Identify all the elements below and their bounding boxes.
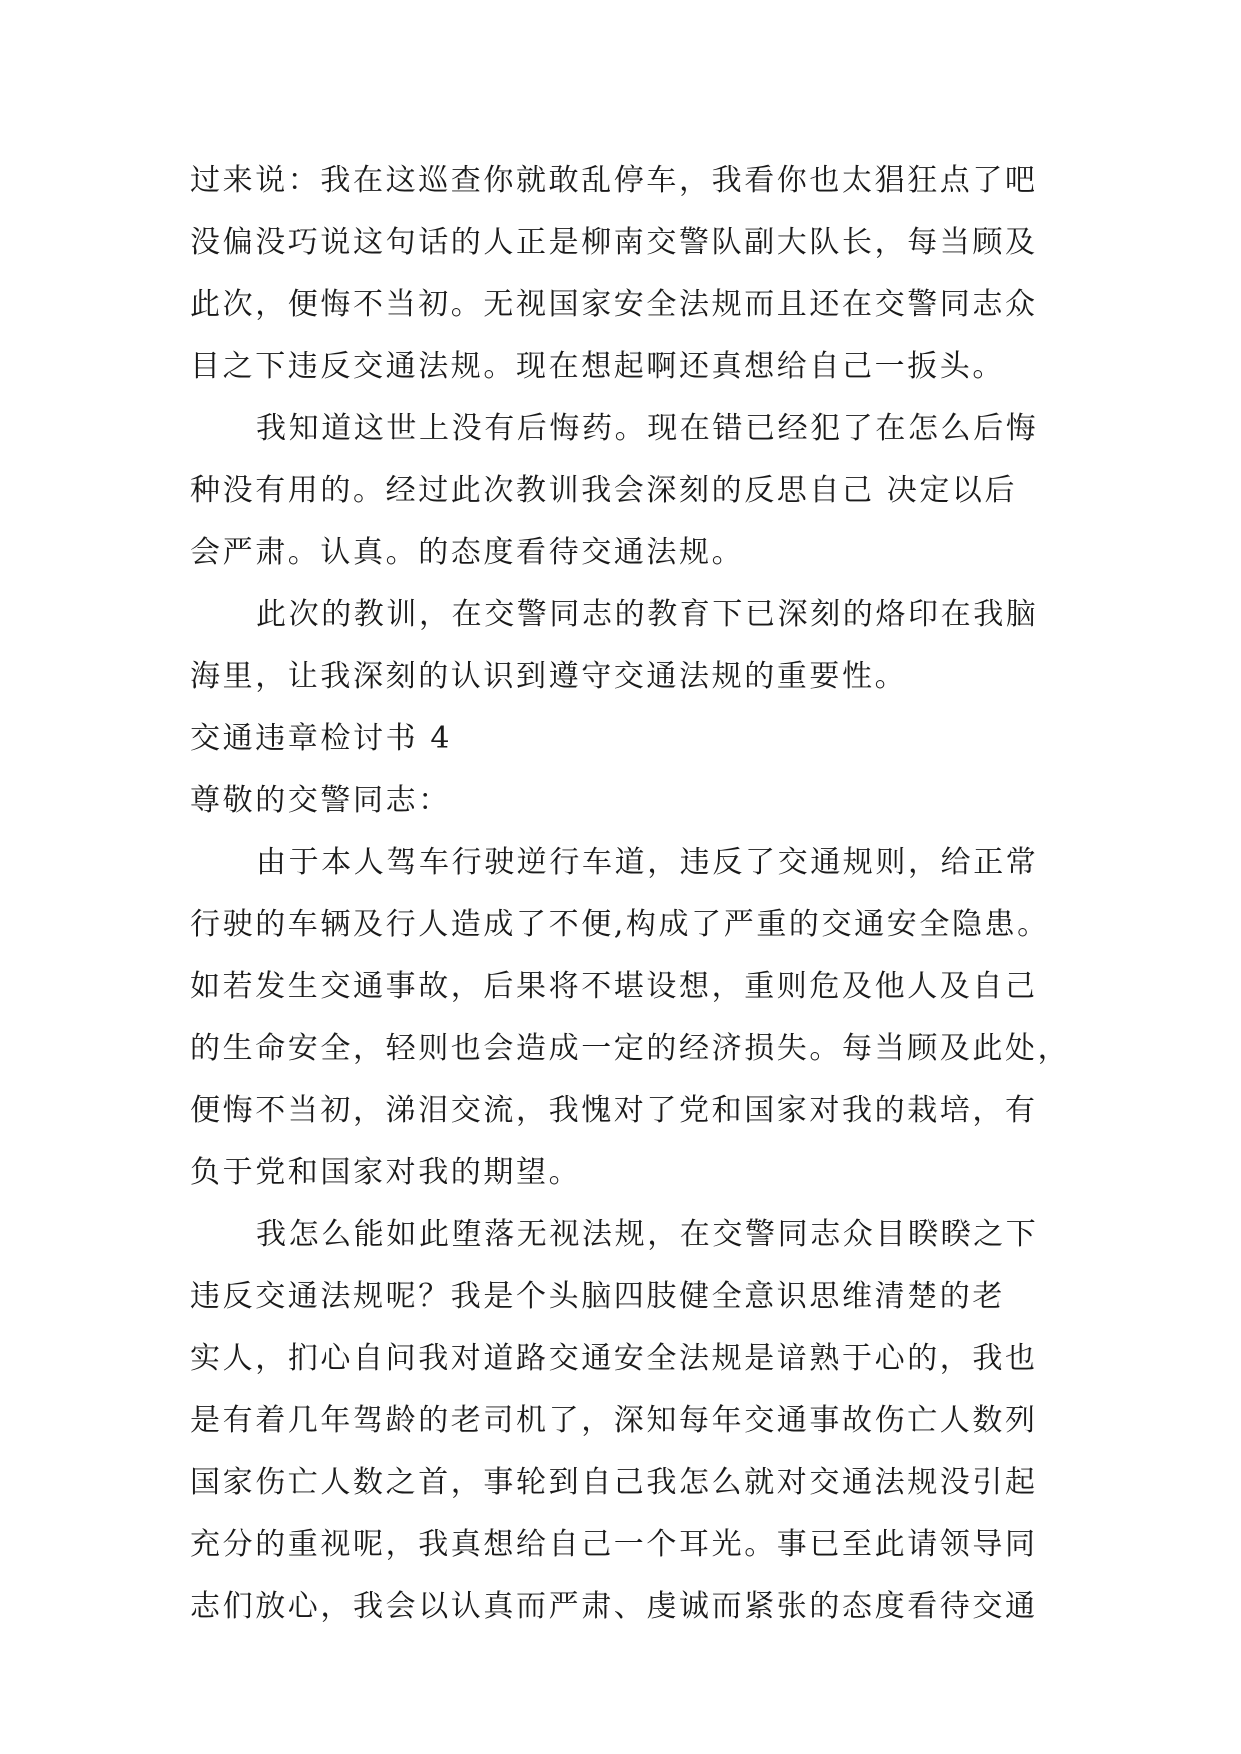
text-line: 充分的重视呢，我真想给自己一个耳光。事已至此请领导同 (190, 1527, 1038, 1562)
text-line: 尊敬的交警同志： (190, 783, 451, 818)
text-line: 的生命安全，轻则也会造成一定的经济损失。每当顾及此处， (190, 1031, 1071, 1066)
text-line: 违反交通法规呢？我是个头脑四肢健全意识思维清楚的老 (190, 1279, 1005, 1314)
text-line: 如若发生交通事故，后果将不堪设想，重则危及他人及自己 (190, 969, 1038, 1004)
text-line: 过来说：我在这巡查你就敢乱停车，我看你也太猖狂点了吧 (190, 163, 1038, 198)
text-line: 我知道这世上没有后悔药。现在错已经犯了在怎么后悔 (256, 411, 1039, 446)
text-line: 此次的教训，在交警同志的教育下已深刻的烙印在我脑 (256, 597, 1039, 632)
text-line: 海里，让我深刻的认识到遵守交通法规的重要性。 (190, 659, 908, 694)
text-line: 是有着几年驾龄的老司机了，深知每年交通事故伤亡人数列 (190, 1403, 1038, 1438)
text-line: 便悔不当初，涕泪交流，我愧对了党和国家对我的栽培，有 (190, 1093, 1038, 1128)
text-line: 志们放心，我会以认真而严肃、虔诚而紧张的态度看待交通 (190, 1589, 1038, 1624)
text-line: 会严肃。认真。的态度看待交通法规。 (190, 535, 745, 570)
text-line: 我怎么能如此堕落无视法规，在交警同志众目睽睽之下 (256, 1217, 1039, 1252)
text-line: 交通违章检讨书 4 (190, 721, 453, 756)
text-line: 没偏没巧说这句话的人正是柳南交警队副大队长，每当顾及 (190, 225, 1038, 260)
document-body (190, 150, 1071, 1638)
text-line: 负于党和国家对我的期望。 (190, 1155, 582, 1190)
text-line: 种没有用的。经过此次教训我会深刻的反思自己 决定以后 (190, 473, 1018, 508)
text-line: 实人，扪心自问我对道路交通安全法规是谙熟于心的，我也 (190, 1341, 1038, 1376)
text-line: 由于本人驾车行驶逆行车道，违反了交通规则，给正常 (256, 845, 1039, 880)
text-line: 目之下违反交通法规。现在想起啊还真想给自己一扳头。 (190, 349, 1005, 384)
text-line: 行驶的车辆及行人造成了不便,构成了严重的交通安全隐患。 (190, 907, 1050, 942)
text-line: 此次，便悔不当初。无视国家安全法规而且还在交警同志众 (190, 287, 1038, 322)
text-line: 国家伤亡人数之首，事轮到自己我怎么就对交通法规没引起 (190, 1465, 1038, 1500)
